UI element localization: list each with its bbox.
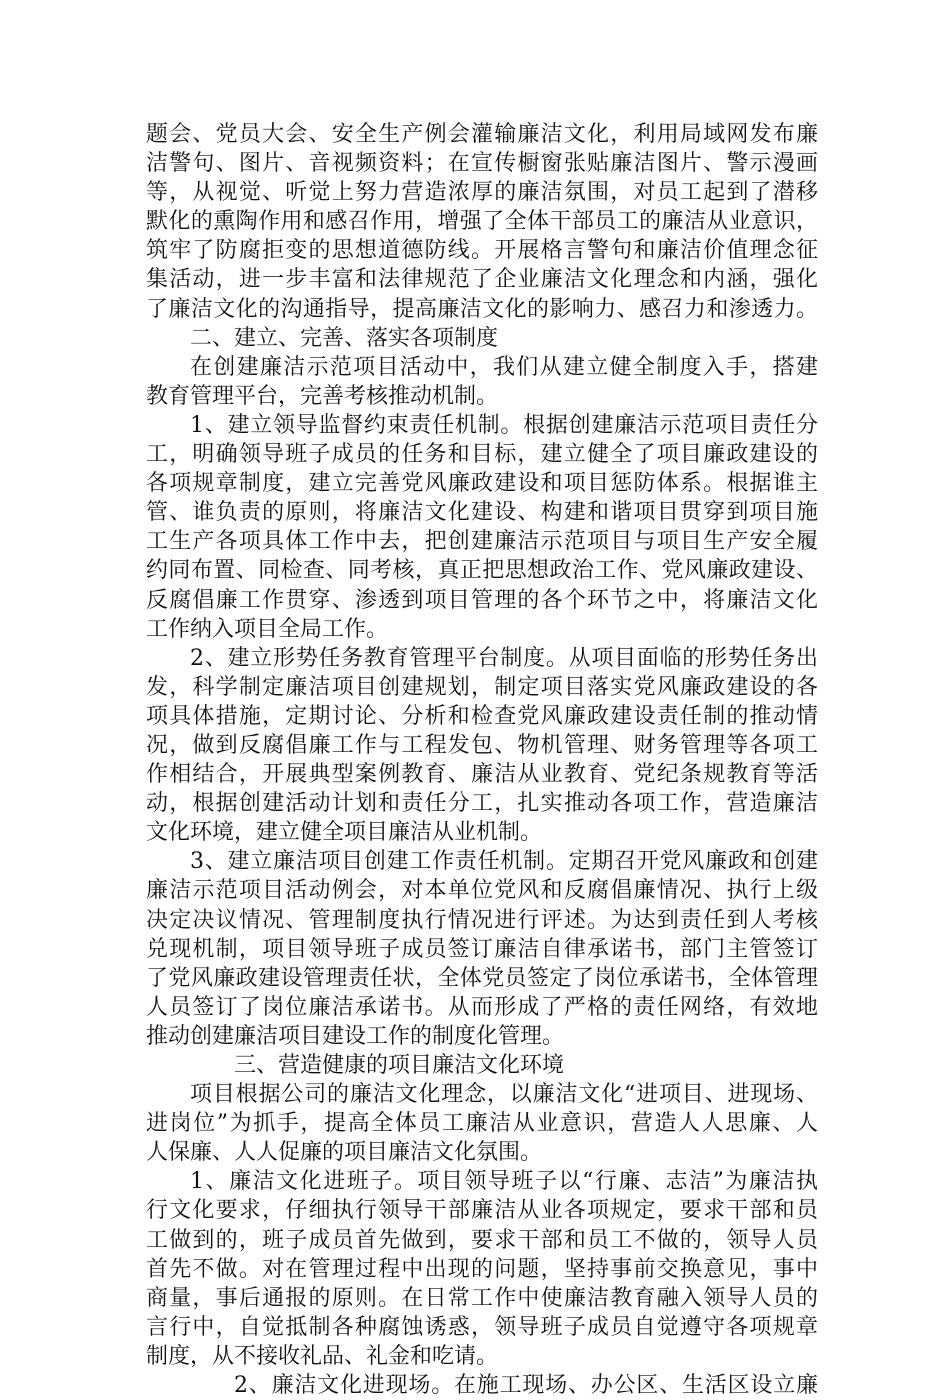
- text-line: 教育管理平台，完善考核推动机制。: [146, 383, 499, 409]
- text-line: 了党风廉政建设管理责任状，全体党员签定了岗位承诺书，全体管理: [146, 965, 818, 991]
- text-line: 3、建立廉洁项目创建工作责任机制。定期召开党风廉政和创建: [190, 849, 818, 875]
- text-line: 约同布置、同检查、同考核，真正把思想政治工作、党风廉政建设、: [146, 558, 818, 584]
- text-line: 廉洁示范项目活动例会，对本单位党风和反腐倡廉情况、执行上级: [146, 878, 818, 904]
- text-line: 工，明确领导班子成员的任务和目标，建立健全了项目廉政建设的: [146, 442, 818, 468]
- text-line: 反腐倡廉工作贯穿、渗透到项目管理的各个环节之中，将廉洁文化: [146, 587, 818, 613]
- text-line: 2、廉洁文化进现场。在施工现场、办公区、生活区设立廉: [234, 1373, 818, 1399]
- text-line: 等，从视觉、听觉上努力营造浓厚的廉洁氛围，对员工起到了潜移: [146, 180, 818, 206]
- text-line: 决定决议情况、管理制度执行情况进行评述。为达到责任到人考核: [146, 907, 818, 933]
- text-line: 集活动，进一步丰富和法律规范了企业廉洁文化理念和内涵，强化: [146, 267, 818, 293]
- text-line: 作相结合，开展典型案例教育、廉洁从业教育、党纪条规教育等活: [146, 762, 818, 788]
- text-line: 行文化要求，仔细执行领导干部廉洁从业各项规定，要求干部和员: [146, 1198, 818, 1224]
- text-line: 动，根据创建活动计划和责任分工，扎实推动各项工作，营造廉洁: [146, 791, 818, 817]
- text-line: 默化的熏陶作用和感召作用，增强了全体干部员工的廉洁从业意识，: [146, 209, 818, 235]
- text-line: 了廉洁文化的沟通指导，提高廉洁文化的影响力、感召力和渗透力。: [146, 296, 818, 322]
- text-line: 人保廉、人人促廉的项目廉洁文化氛围。: [146, 1140, 543, 1166]
- text-line: 兑现机制，项目领导班子成员签订廉洁自律承诺书，部门主管签订: [146, 936, 818, 962]
- text-line: 工作纳入项目全局工作。: [146, 616, 389, 642]
- text-line: 管、谁负责的原则，将廉洁文化建设、构建和谐项目贯穿到项目施: [146, 500, 818, 526]
- text-line: 进岗位”为抓手，提高全体员工廉洁从业意识，营造人人思廉、人: [146, 1111, 818, 1137]
- text-line: 2、建立形势任务教育管理平台制度。从项目面临的形势任务出: [190, 645, 818, 671]
- text-line: 工生产各项具体工作中去，把创建廉洁示范项目与项目生产安全履: [146, 529, 818, 555]
- section-heading: 二、建立、完善、落实各项制度: [190, 325, 499, 351]
- text-line: 人员签订了岗位廉洁承诺书。从而形成了严格的责任网络，有效地: [146, 994, 818, 1020]
- text-line: 各项规章制度，建立完善党风廉政建设和项目惩防体系。根据谁主: [146, 471, 818, 497]
- text-line: 推动创建廉洁项目建设工作的制度化管理。: [146, 1023, 565, 1049]
- text-line: 题会、党员大会、安全生产例会灌输廉洁文化，利用局域网发布廉: [146, 122, 818, 147]
- text-line: 况，做到反腐倡廉工作与工程发包、物机管理、财务管理等各项工: [146, 732, 818, 758]
- text-line: 言行中，自觉抵制各种腐蚀诱惑，领导班子成员自觉遵守各项规章: [146, 1314, 818, 1340]
- document-body: [146, 120, 818, 1400]
- text-line: 发，科学制定廉洁项目创建规划，制定项目落实党风廉政建设的各: [146, 674, 818, 700]
- text-line: 文化环境，建立健全项目廉洁从业机制。: [146, 820, 543, 846]
- text-line: 首先不做。对在管理过程中出现的问题，坚持事前交换意见，事中: [146, 1256, 818, 1282]
- text-line: 制度，从不接收礼品、礼金和吃请。: [146, 1343, 499, 1369]
- text-line: 在创建廉洁示范项目活动中，我们从建立健全制度入手，搭建: [190, 354, 818, 380]
- text-line: 洁警句、图片、音视频资料；在宣传橱窗张贴廉洁图片、警示漫画: [146, 151, 818, 177]
- text-line: 1、建立领导监督约束责任机制。根据创建廉洁示范项目责任分: [190, 412, 818, 438]
- text-line: 商量，事后通报的原则。在日常工作中使廉洁教育融入领导人员的: [146, 1285, 818, 1311]
- section-heading: 三、营造健康的项目廉洁文化环境: [234, 1053, 565, 1078]
- text-line: 项目根据公司的廉洁文化理念，以廉洁文化“进项目、进现场、: [190, 1082, 818, 1108]
- text-line: 工做到的，班子成员首先做到，要求干部和员工不做的，领导人员: [146, 1227, 818, 1253]
- text-line: 1、廉洁文化进班子。项目领导班子以“行廉、志洁”为廉洁执: [190, 1169, 818, 1195]
- text-line: 项具体措施，定期讨论、分析和检查党风廉政建设责任制的推动情: [146, 703, 818, 729]
- text-line: 筑牢了防腐拒变的思想道德防线。开展格言警句和廉洁价值理念征: [146, 238, 818, 264]
